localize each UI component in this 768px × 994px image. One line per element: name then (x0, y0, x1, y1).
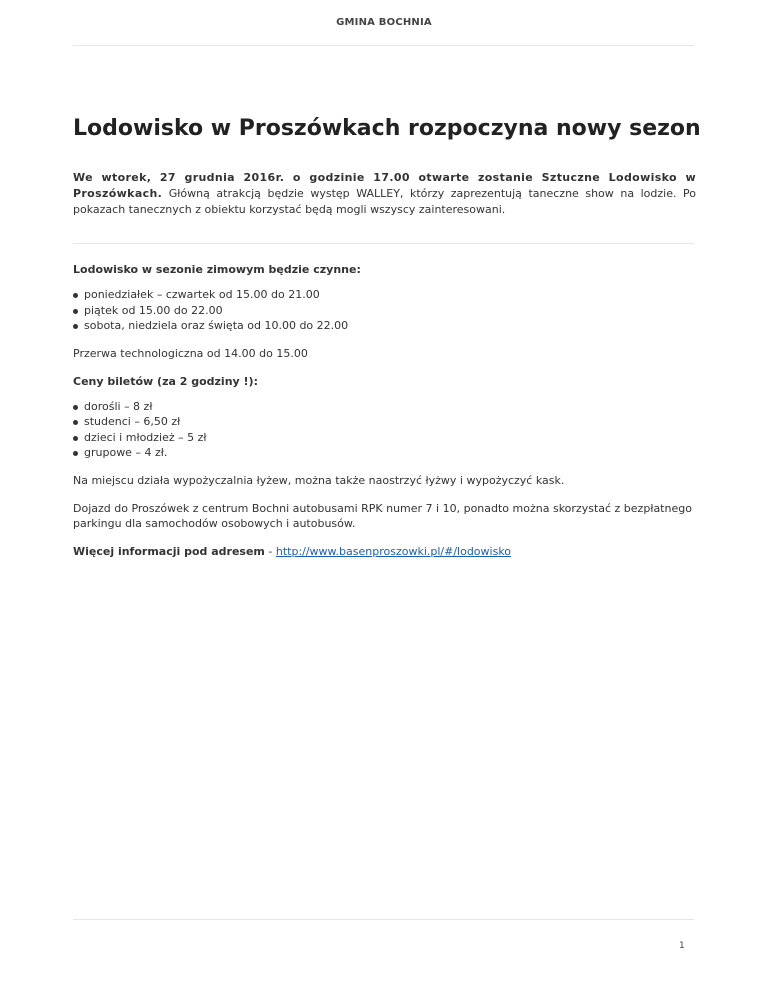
more-info-link[interactable]: http://www.basenproszowki.pl/#/lodowisko (275, 544, 512, 558)
price-item-text: studenci – 6,50 zł (84, 415, 181, 428)
bullet-icon (73, 436, 78, 441)
bullet-icon (73, 405, 78, 410)
article-title: Lodowisko w Proszówkach rozpoczyna nowy sezon (73, 116, 701, 141)
lead-bold-text: We wtorek, 27 grudnia 2016r. o godzinie 17.00 otwarte zostanie Sztuczne Lodowisko w Proszówkach. (73, 171, 696, 200)
bullet-icon (73, 451, 78, 456)
schedule-list (73, 287, 694, 334)
bullet-icon (73, 324, 78, 329)
price-item-text: dzieci i młodzież – 5 zł (84, 430, 207, 444)
schedule-item (73, 287, 694, 303)
break-note: Przerwa technologiczna od 14.00 do 15.00 (73, 346, 308, 360)
schedule-heading: Lodowisko w sezonie zimowym będzie czynne: (73, 263, 361, 276)
prices-list (73, 399, 694, 461)
price-item (73, 399, 694, 415)
price-item (73, 414, 694, 430)
price-item-text: grupowe – 4 zł. (84, 446, 168, 459)
content-divider (73, 243, 694, 244)
footer-divider (73, 919, 694, 920)
article-body (73, 262, 694, 559)
schedule-item-text: poniedziałek – czwartek od 15.00 do 21.00 (84, 288, 320, 301)
article-lead (73, 170, 696, 218)
price-item (73, 445, 694, 461)
schedule-item-text: piątek od 15.00 do 22.00 (84, 303, 223, 317)
site-header-title: GMINA BOCHNIA (336, 17, 432, 28)
more-info (73, 544, 694, 559)
schedule-item (73, 303, 694, 319)
schedule-item-text: sobota, niedziela oraz święta od 10.00 do 22.00 (84, 319, 349, 332)
schedule-item (73, 318, 694, 334)
price-item (73, 430, 694, 446)
page-number: 1 (679, 941, 685, 951)
rental-info: Na miejscu działa wypożyczalnia łyżew, można także naostrzyć łyżwy i wypożyczyć kask. (73, 473, 565, 487)
prices-heading: Ceny biletów (za 2 godziny !): (73, 374, 258, 388)
more-info-label: Więcej informacji pod adresem (73, 544, 265, 558)
header-divider (73, 45, 694, 46)
bullet-icon (73, 420, 78, 425)
bullet-icon (73, 309, 78, 314)
bullet-icon (73, 293, 78, 298)
more-info-separator: - (264, 544, 276, 558)
lead-body-text: Główną atrakcją będzie występ WALLEY, którzy zaprezentują taneczne show na lodzie. Po pokazach tanecznych z obiektu korzystać będą mogli wszyscy zainteresowani. (73, 187, 696, 216)
transport-info: Dojazd do Proszówek z centrum Bochni autobusami RPK numer 7 i 10, ponadto można skorzystać z bezpłatnego parkingu dla samochodów osobowych i autobusów. (73, 501, 692, 530)
price-item-text: dorośli – 8 zł (84, 399, 153, 413)
